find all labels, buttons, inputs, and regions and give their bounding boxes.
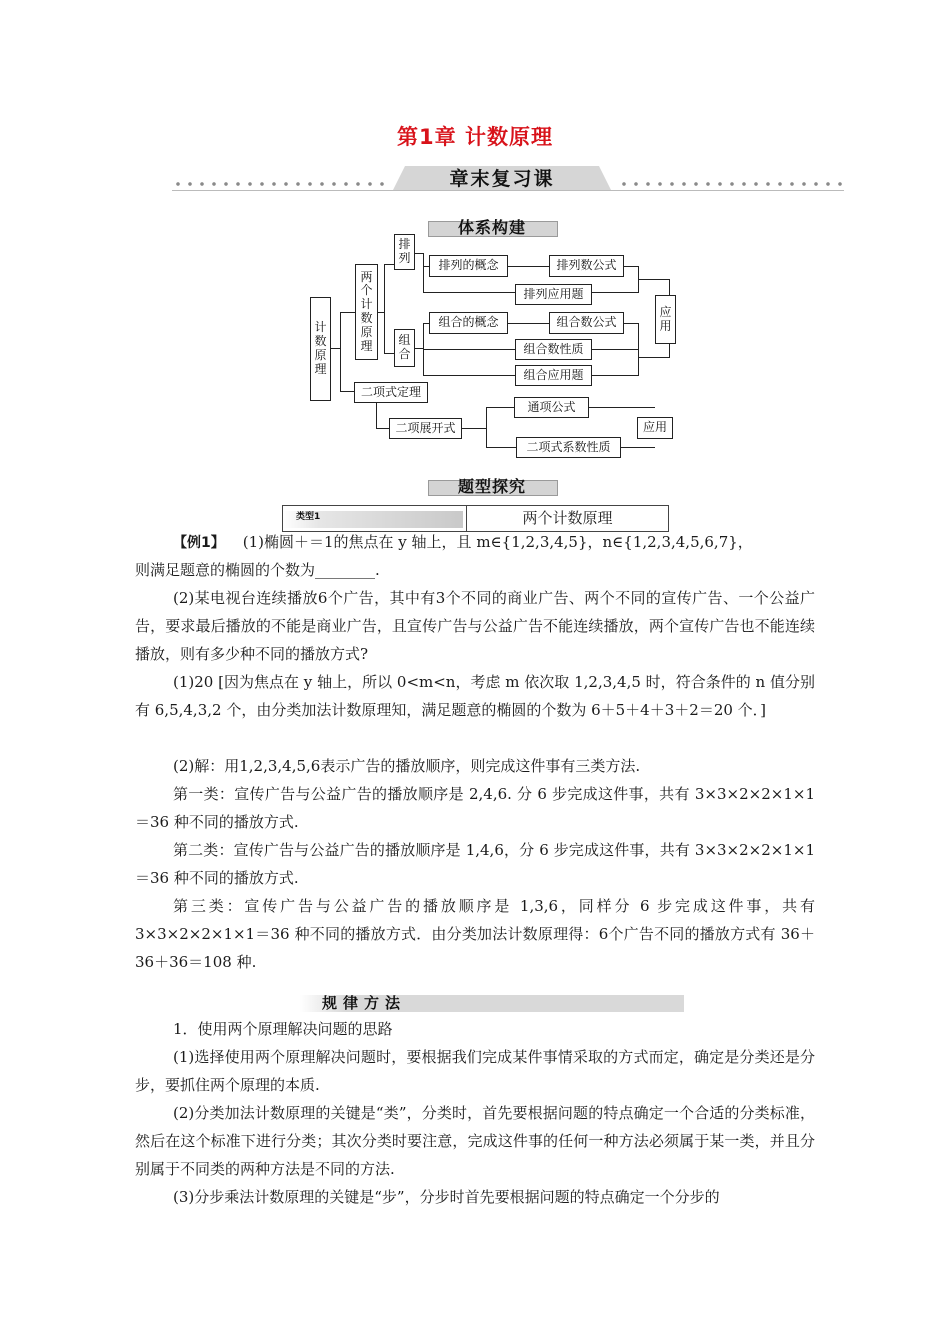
application-box-2: 应用 [637,417,673,439]
answer-1: (1)20 [因为焦点在 y 轴上，所以 0<m<n，考虑 m 依次取 1,2,3,4,5 时，符合条件的 n 值分别有 6,5,4,3,2 个，由分类加法计数原理知，满足题意的椭圆的个数为 6＋5＋4＋3＋2＝20 个．] [135,673,815,719]
two-principles-box: 两 个 计 数 原 理 [355,264,378,360]
binomial-expansion-box: 二项展开式 [389,418,462,439]
example-label: 【例1】 [173,535,225,551]
combination-box: 组 合 [394,329,415,367]
type-label: 类型1 [296,512,321,522]
example-question-1: 【例1】 (1)椭圆＋＝1的焦点在 y 轴上，且 m∈{1,2,3,4,5}，n∈{1,2,3,4,5,6,7}， [173,533,753,551]
type-title: 两个计数原理 [466,505,669,532]
answer-2-case-1: 第一类：宣传广告与公益广告的播放顺序是 2,4,6. 分 6 步完成这件事，共有 3×3×2×2×1×1＝36 种不同的播放方式. [135,785,815,831]
perm-formula-box: 排列数公式 [549,255,624,277]
rule-1a: (1)选择使用两个原理解决问题时，要根据我们完成某件事情采取的方式而定，确定是分类还是分步，要抓住两个原理的本质. [135,1048,815,1094]
answer-2-case-2: 第二类：宣传广告与公益广告的播放顺序是 1,4,6，分 6 步完成这件事，共有 3×3×2×2×1×1＝36 种不同的播放方式. [135,841,815,887]
rule-title: 规律方法 [322,994,407,1012]
comb-formula-box: 组合数公式 [549,312,624,334]
section-title-system: 体系构建 [457,218,526,237]
perm-concept-box: 排列的概念 [429,255,508,277]
root-box: 计 数 原 理 [310,297,331,401]
example-question-2: (2)某电视台连续播放6个广告，其中有3个不同的商业广告、两个不同的宣传广告、一个公益广告，要求最后播放的不能是商业广告，且宣传广告与公益广告不能连续播放，两个宣传广告也不能连续播放，则有多少种不同的播放方式? [135,589,815,663]
permutation-box: 排 列 [394,234,415,270]
answer-2-intro: (2)解：用1,2,3,4,5,6表示广告的播放顺序，则完成这件事有三类方法. [173,757,641,775]
comb-concept-box: 组合的概念 [429,312,508,334]
perm-application-box: 排列应用题 [515,284,592,305]
application-box-1: 应 用 [655,295,676,344]
binomial-theorem-box: 二项式定理 [354,382,428,403]
section-title-types: 题型探究 [457,477,526,496]
answer-2-case-3: 第三类：宣传广告与公益广告的播放顺序是 1,3,6，同样分 6 步完成这件事，共有 3×3×2×2×1×1＝36 种不同的播放方式．由分类加法计数原理得：6个广告不同的播放方式有 36＋36＋36＝108 种. [135,897,815,971]
concept-map [0,0,950,470]
comb-application-box: 组合应用题 [515,365,592,386]
chapter-title: 第1章 计数原理 [397,125,553,149]
rule-1-title: 1．使用两个原理解决问题的思路 [173,1020,393,1038]
comb-property-box: 组合数性质 [515,339,592,360]
example-question-1-cont: 则满足题意的椭圆的个数为________. [135,561,380,579]
rule-1c: (3)分步乘法计数原理的关键是“步”，分步时首先要根据问题的特点确定一个分步的 [173,1188,720,1206]
general-term-box: 通项公式 [514,397,589,418]
rule-1b: (2)分类加法计数原理的关键是“类”，分类时，首先要根据问题的特点确定一个合适的分类标准，然后在这个标准下进行分类；其次分类时要注意，完成这件事的任何一种方法必须属于某一类，并且分别属于不同类的两种方法是不同的方法. [135,1104,815,1178]
binomial-coef-property-box: 二项式系数性质 [516,437,621,458]
banner-title: 章末复习课 [449,168,555,190]
